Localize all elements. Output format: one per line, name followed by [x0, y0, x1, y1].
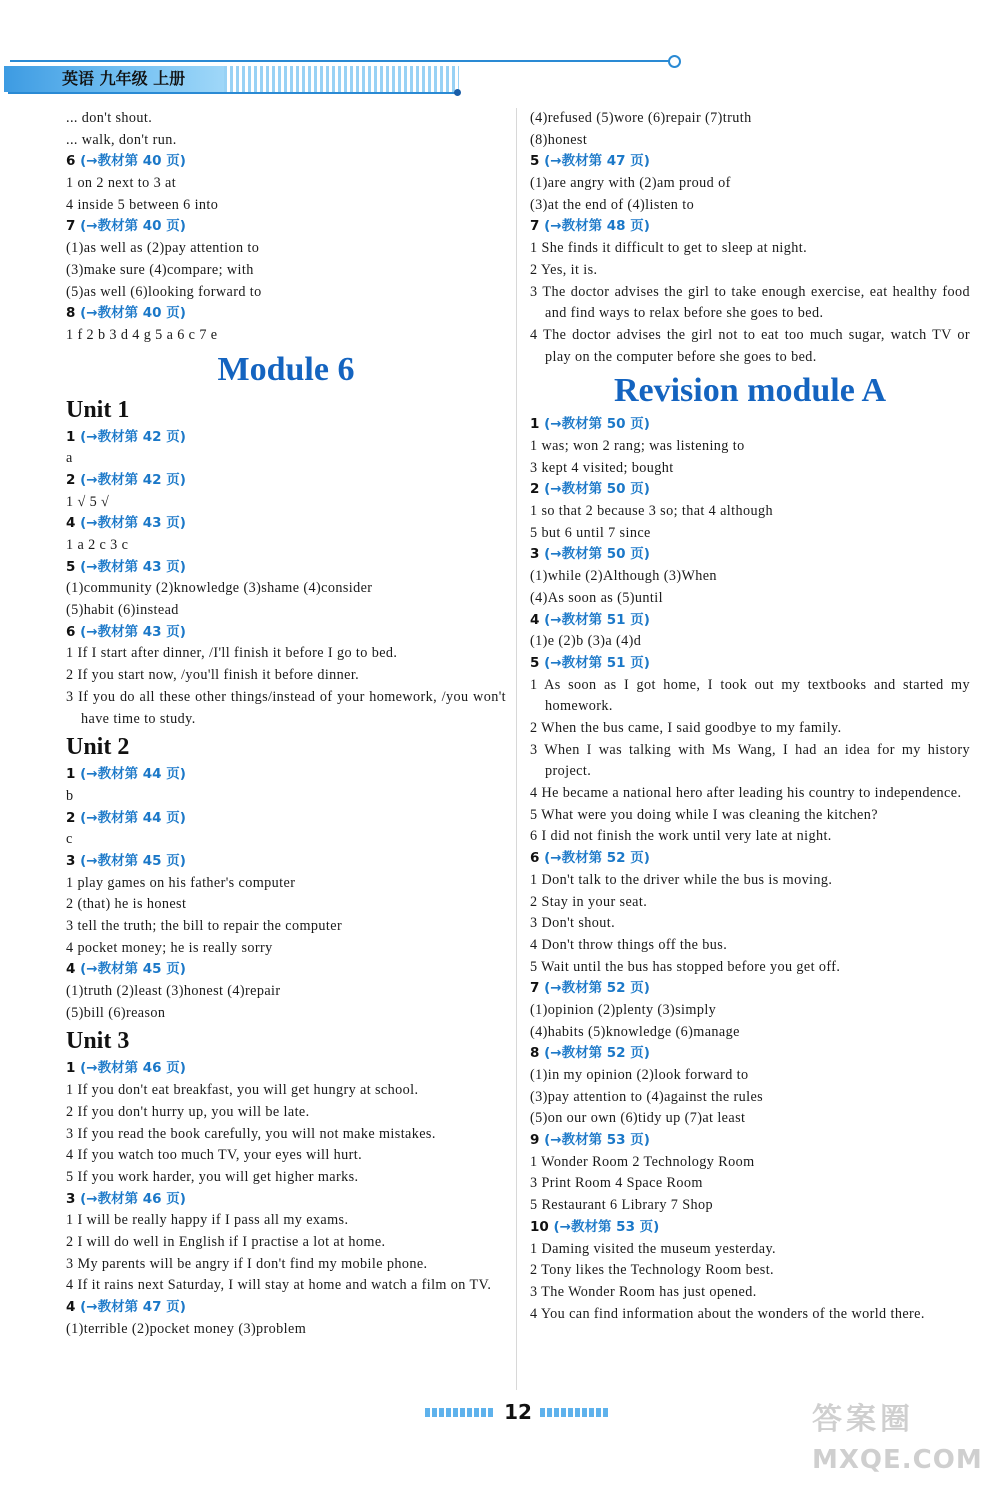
exercise-ref — [530, 978, 970, 1000]
answer-line: (5)habit (6)instead — [66, 602, 179, 619]
header-rule-end-dot — [454, 89, 461, 96]
exercise-ref — [530, 610, 970, 632]
book-title: 英语 九年级 上册 — [62, 69, 186, 88]
textbook-page-ref: (→教材第 43 页) — [80, 623, 186, 640]
answer-line: (3)pay attention to (4)against the rules — [530, 1088, 764, 1105]
exercise-ref — [66, 1189, 506, 1211]
exercise-ref — [530, 216, 970, 238]
answer-line: 3 My parents will be angry if I don't find my mobile phone. — [66, 1255, 428, 1272]
textbook-page-ref: (→教材第 44 页) — [80, 809, 186, 826]
exercise-ref — [66, 470, 506, 492]
exercise-number: 5 — [66, 558, 76, 575]
textbook-page-ref: (→教材第 47 页) — [80, 1299, 186, 1316]
exercise-ref — [66, 1058, 506, 1080]
textbook-page-ref: (→教材第 44 页) — [80, 766, 186, 783]
textbook-page-ref: (→教材第 52 页) — [544, 980, 650, 997]
answer-line: 5 What were you doing while I was cleaning the kitchen? — [530, 806, 878, 823]
page-number: 12 — [504, 1400, 532, 1424]
exercise-number: 5 — [530, 654, 540, 671]
exercise-number: 3 — [66, 1190, 76, 1207]
answer-line: 1 Wonder Room 2 Technology Room — [530, 1153, 755, 1170]
exercise-number: 3 — [66, 852, 76, 869]
watermark-logo — [812, 1400, 992, 1490]
exercise-number: 1 — [66, 766, 76, 783]
module-title: Module 6 — [217, 350, 355, 388]
answer-line: (1)community (2)knowledge (3)shame (4)consider — [66, 580, 373, 597]
answer-line: 1 I will be really happy if I pass all my exams. — [66, 1212, 349, 1229]
answer-line: 3 If you do all these other things/instead of your homework, /you won't have time to study. — [66, 688, 506, 727]
textbook-page-ref: (→教材第 45 页) — [80, 852, 186, 869]
exercise-ref — [66, 557, 506, 579]
textbook-page-ref: (→教材第 50 页) — [544, 416, 650, 433]
unit-title: Unit 2 — [66, 734, 130, 761]
answer-line: (5)as well (6)looking forward to — [66, 283, 262, 300]
answer-line: (3)at the end of (4)listen to — [530, 196, 695, 213]
exercise-ref — [66, 851, 506, 873]
textbook-page-ref: (→教材第 40 页) — [80, 218, 186, 235]
answer-line: (4)refused (5)wore (6)repair (7)truth — [530, 110, 752, 126]
answer-line: (1)truth (2)least (3)honest (4)repair — [66, 983, 281, 1000]
exercise-ref — [530, 1043, 970, 1065]
left-column — [66, 108, 506, 1340]
answer-line: (1)in my opinion (2)look forward to — [530, 1067, 749, 1084]
textbook-page-ref: (→教材第 42 页) — [80, 428, 186, 445]
textbook-page-ref: (→教材第 46 页) — [80, 1190, 186, 1207]
answer-line: 2 When the bus came, I said goodbye to my family. — [530, 719, 842, 736]
exercise-number: 6 — [66, 153, 76, 170]
exercise-ref — [66, 151, 506, 173]
exercise-number: 3 — [530, 546, 540, 563]
header-rule-top — [10, 60, 670, 62]
answer-line: 4 The doctor advises the girl not to eat too much sugar, watch TV or play on the computer before she goes to bed. — [530, 326, 970, 365]
answer-line: 4 If it rains next Saturday, I will stay at home and watch a film on TV. — [66, 1277, 492, 1294]
answer-line: 3 When I was talking with Ms Wang, I had an idea for my history project. — [530, 741, 970, 780]
answer-line: 3 If you read the book carefully, you will not make mistakes. — [66, 1125, 436, 1142]
exercise-number: 1 — [66, 428, 76, 445]
answer-line: 4 If you watch too much TV, your eyes will hurt. — [66, 1147, 363, 1164]
answer-line: 1 a 2 c 3 c — [66, 537, 129, 553]
unit-title: Unit 1 — [66, 396, 130, 423]
textbook-page-ref: (→教材第 43 页) — [80, 515, 186, 532]
answer-line: 3 kept 4 visited; bought — [530, 459, 674, 476]
exercise-number: 2 — [66, 471, 76, 488]
answer-line: 3 The Wonder Room has just opened. — [530, 1283, 757, 1300]
answer-line: (1)terrible (2)pocket money (3)problem — [66, 1320, 307, 1337]
exercise-number: 8 — [530, 1045, 540, 1062]
exercise-number: 9 — [530, 1132, 540, 1149]
answer-line: 1 Daming visited the museum yesterday. — [530, 1240, 776, 1257]
answer-line: a — [66, 450, 73, 467]
answer-line: (5)on our own (6)tidy up (7)at least — [530, 1110, 746, 1127]
answer-line: 1 Don't talk to the driver while the bus is moving. — [530, 871, 833, 888]
answer-line: 2 Tony likes the Technology Room best. — [530, 1262, 775, 1279]
answer-line: (4)habits (5)knowledge (6)manage — [530, 1023, 740, 1040]
exercise-number: 8 — [66, 305, 76, 322]
exercise-number: 2 — [66, 809, 76, 826]
textbook-page-ref: (→教材第 53 页) — [544, 1132, 650, 1149]
footer-stripes-left — [425, 1408, 495, 1417]
textbook-page-ref: (→教材第 47 页) — [544, 153, 650, 170]
answer-line: 1 was; won 2 rang; was listening to — [530, 438, 745, 454]
exercise-ref — [66, 1297, 506, 1319]
module-title: Revision module A — [613, 372, 887, 410]
exercise-number: 4 — [66, 515, 76, 532]
textbook-page-ref: (→教材第 48 页) — [544, 218, 650, 235]
answer-line: 2 Stay in your seat. — [530, 893, 648, 910]
answer-line: (4)As soon as (5)until — [530, 589, 663, 606]
answer-line: 2 I will do well in English if I practise a lot at home. — [66, 1233, 386, 1250]
exercise-ref — [530, 544, 970, 566]
answer-line: ... don't shout. — [66, 110, 153, 126]
page-header — [0, 52, 690, 102]
textbook-page-ref: (→教材第 42 页) — [80, 471, 186, 488]
textbook-page-ref: (→教材第 51 页) — [544, 611, 650, 628]
answer-line: 2 If you don't hurry up, you will be late. — [66, 1103, 310, 1120]
answer-line: 3 Don't shout. — [530, 915, 616, 932]
answer-line: 2 Yes, it is. — [530, 261, 598, 278]
footer-stripes-right — [540, 1408, 610, 1417]
exercise-number: 7 — [530, 980, 540, 997]
answer-line: 5 Wait until the bus has stopped before you get off. — [530, 958, 841, 975]
answer-line: 5 If you work harder, you will get higher marks. — [66, 1168, 359, 1185]
exercise-number: 4 — [66, 1299, 76, 1316]
answer-line: b — [66, 787, 74, 804]
column-divider — [516, 108, 517, 1390]
exercise-number: 7 — [66, 218, 76, 235]
textbook-page-ref: (→教材第 50 页) — [544, 481, 650, 498]
answer-line: 4 He became a national hero after leading his country to independence. — [530, 785, 962, 802]
exercise-ref — [66, 427, 506, 449]
textbook-page-ref: (→教材第 52 页) — [544, 1045, 650, 1062]
answer-line: 4 You can find information about the wonders of the world there. — [530, 1305, 925, 1322]
exercise-ref — [530, 414, 970, 436]
textbook-page-ref: (→教材第 46 页) — [80, 1060, 186, 1077]
answer-line: (3)make sure (4)compare; with — [66, 261, 254, 278]
answer-line: c — [66, 831, 73, 848]
watermark-text-top: 答案圈 — [812, 1402, 914, 1437]
exercise-number: 1 — [66, 1060, 76, 1077]
answer-line: ... walk, don't run. — [66, 131, 177, 148]
answer-line: 5 but 6 until 7 since — [530, 524, 651, 541]
exercise-ref — [66, 622, 506, 644]
answer-line: (1)are angry with (2)am proud of — [530, 175, 731, 192]
answer-line: 1 so that 2 because 3 so; that 4 although — [530, 503, 773, 520]
exercise-ref — [530, 479, 970, 501]
exercise-number: 4 — [530, 611, 540, 628]
exercise-number: 6 — [530, 850, 540, 867]
exercise-number: 10 — [530, 1218, 549, 1235]
answer-line: 1 If you don't eat breakfast, you will get hungry at school. — [66, 1082, 419, 1099]
exercise-number: 5 — [530, 153, 540, 170]
exercise-ref — [66, 303, 506, 325]
answer-line: (5)bill (6)reason — [66, 1004, 166, 1021]
watermark-text-bottom: MXQE.COM — [812, 1445, 983, 1475]
exercise-ref — [530, 848, 970, 870]
exercise-ref — [66, 216, 506, 238]
exercise-ref — [66, 959, 506, 981]
answer-line: 3 Print Room 4 Space Room — [530, 1175, 703, 1192]
answer-line: 4 Don't throw things off the bus. — [530, 936, 728, 953]
answer-line: (8)honest — [530, 131, 588, 148]
answer-line: 1 f 2 b 3 d 4 g 5 a 6 c 7 e — [66, 326, 218, 343]
textbook-page-ref: (→教材第 51 页) — [544, 654, 650, 671]
header-rule-bottom — [8, 92, 458, 94]
exercise-ref — [530, 1217, 970, 1239]
answer-line: 3 The doctor advises the girl to take enough exercise, eat healthy food and find ways to relax before she goes to bed. — [530, 283, 970, 322]
answer-line: (1)e (2)b (3)a (4)d — [530, 633, 642, 650]
answer-line: 4 pocket money; he is really sorry — [66, 939, 273, 956]
header-rule-dot — [668, 55, 681, 68]
exercise-ref — [66, 808, 506, 830]
answer-line: 1 play games on his father's computer — [66, 874, 296, 891]
textbook-page-ref: (→教材第 50 页) — [544, 546, 650, 563]
answer-line: 1 She finds it difficult to get to sleep at night. — [530, 240, 808, 257]
exercise-number: 2 — [530, 481, 540, 498]
exercise-ref — [530, 1130, 970, 1152]
exercise-number: 7 — [530, 218, 540, 235]
right-column — [530, 108, 970, 1325]
answer-line: 1 on 2 next to 3 at — [66, 175, 177, 192]
textbook-page-ref: (→教材第 40 页) — [80, 153, 186, 170]
exercise-ref — [66, 513, 506, 535]
header-stripes — [224, 66, 459, 92]
exercise-number: 1 — [530, 416, 540, 433]
answer-line: 2 (that) he is honest — [66, 896, 187, 913]
answer-line: (1)while (2)Although (3)When — [530, 568, 717, 585]
textbook-page-ref: (→教材第 53 页) — [553, 1218, 660, 1235]
exercise-ref — [530, 653, 970, 675]
answer-line: 2 If you start now, /you'll finish it before dinner. — [66, 667, 360, 684]
answer-line: (1)as well as (2)pay attention to — [66, 240, 260, 257]
textbook-page-ref: (→教材第 45 页) — [80, 961, 186, 978]
textbook-page-ref: (→教材第 40 页) — [80, 305, 186, 322]
answer-line: 1 √ 5 √ — [66, 493, 110, 510]
answer-line: 6 I did not finish the work until very late at night. — [530, 828, 832, 845]
answer-line: 4 inside 5 between 6 into — [66, 196, 219, 213]
textbook-page-ref: (→教材第 52 页) — [544, 850, 650, 867]
exercise-ref — [530, 151, 970, 173]
answer-line: 5 Restaurant 6 Library 7 Shop — [530, 1197, 713, 1214]
answer-line: 1 As soon as I got home, I took out my textbooks and started my homework. — [530, 676, 970, 715]
exercise-number: 6 — [66, 623, 76, 640]
answer-line: (1)opinion (2)plenty (3)simply — [530, 1001, 717, 1018]
answer-line: 1 If I start after dinner, /I'll finish it before I go to bed. — [66, 645, 398, 662]
exercise-ref — [66, 764, 506, 786]
unit-title: Unit 3 — [66, 1028, 130, 1055]
exercise-number: 4 — [66, 961, 76, 978]
textbook-page-ref: (→教材第 43 页) — [80, 558, 186, 575]
answer-line: 3 tell the truth; the bill to repair the computer — [66, 918, 343, 935]
